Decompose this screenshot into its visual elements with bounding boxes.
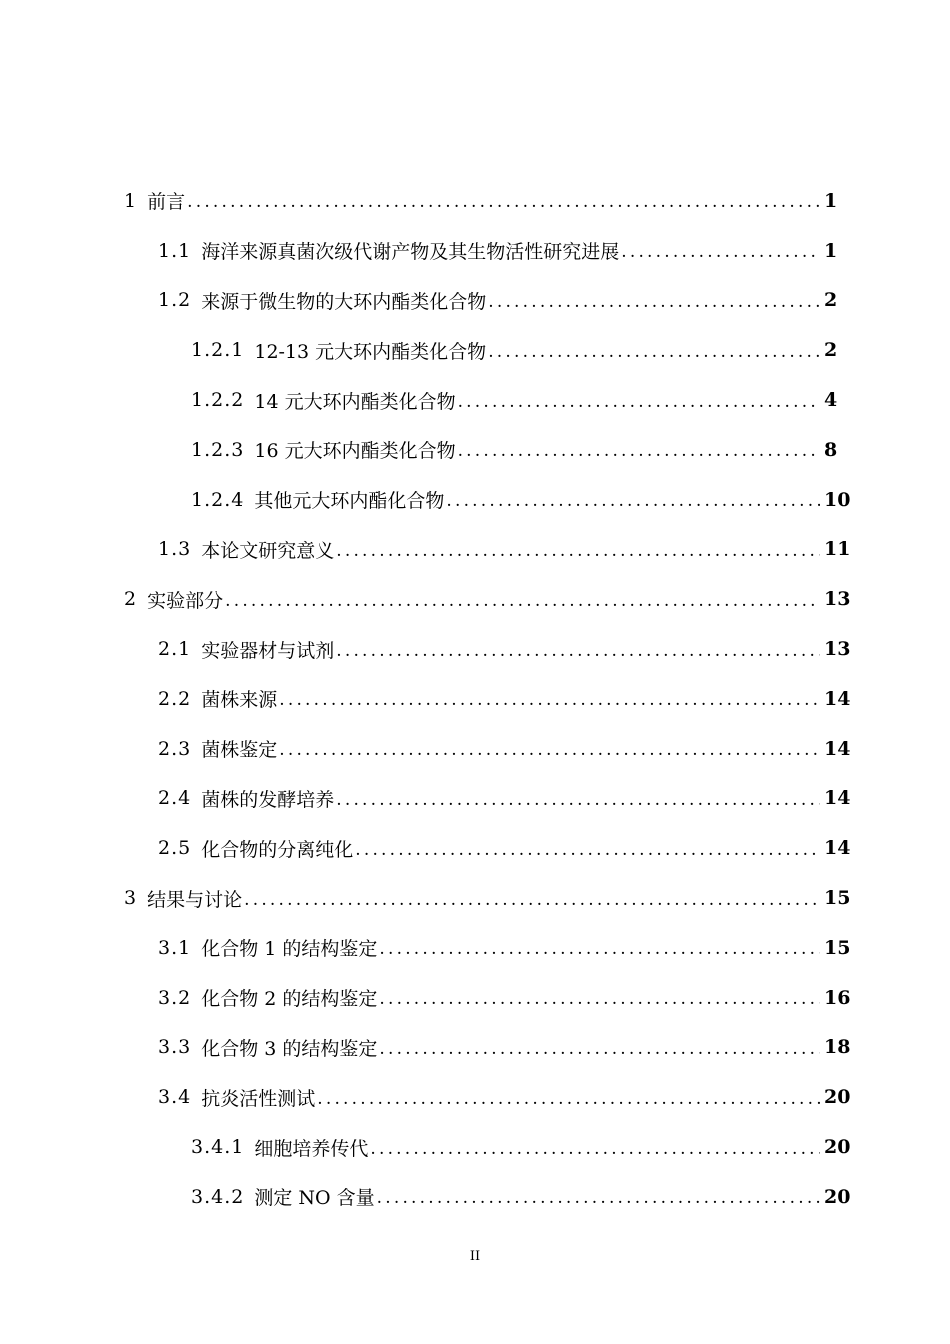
toc-entry[interactable] — [0, 1172, 950, 1222]
toc-entry[interactable] — [0, 923, 950, 973]
toc-entry-number: 1.2.1 — [191, 339, 245, 362]
toc-entry[interactable] — [0, 724, 950, 774]
toc-entry-title: 化合物 2 的结构鉴定 — [201, 988, 378, 1011]
toc-entry-number: 1 — [124, 189, 138, 212]
toc-entry-number: 2.5 — [158, 837, 192, 860]
toc-entry[interactable] — [0, 873, 950, 923]
toc-leader-dots — [279, 692, 820, 709]
toc-leader-dots — [379, 1041, 820, 1058]
toc-entry-number: 3.4.2 — [191, 1185, 245, 1208]
toc-entry-title: 实验部分 — [147, 589, 224, 612]
toc-leader-dots — [336, 543, 820, 560]
toc-entry[interactable] — [0, 325, 950, 375]
toc-entry-page: 14 — [824, 687, 851, 710]
toc-entry-page: 8 — [824, 438, 838, 461]
toc-entry-page: 13 — [824, 588, 851, 611]
toc-leader-dots — [225, 593, 820, 610]
toc-entry-number: 2.4 — [158, 787, 192, 810]
toc-entry-page: 2 — [824, 289, 838, 312]
toc-entry-title: 16 元大环内酯类化合物 — [254, 440, 456, 463]
toc-entry-page: 20 — [824, 1136, 851, 1159]
toc-entry[interactable] — [0, 375, 950, 425]
toc-entry-page: 15 — [824, 936, 851, 959]
toc-entry-number: 1.2.2 — [191, 389, 245, 412]
toc-leader-dots — [621, 244, 820, 261]
toc-entry-title: 14 元大环内酯类化合物 — [254, 390, 456, 413]
toc-leader-dots — [379, 941, 820, 958]
toc-entry-number: 1.2 — [158, 289, 192, 312]
toc-leader-dots — [377, 1190, 820, 1207]
toc-leader-dots — [244, 892, 820, 909]
toc-entry-number: 1.1 — [158, 239, 192, 262]
toc-entry-title: 12-13 元大环内酯类化合物 — [254, 340, 487, 363]
toc-entry-title: 前言 — [147, 191, 186, 214]
page-number-footer: II — [469, 1249, 481, 1264]
toc-entry-title: 菌株的发酵培养 — [201, 788, 335, 811]
toc-entry-page: 14 — [824, 787, 851, 810]
table-of-contents — [0, 176, 950, 1222]
toc-entry-number: 3.1 — [158, 936, 192, 959]
toc-entry-title: 化合物 3 的结构鉴定 — [201, 1037, 378, 1060]
toc-entry-page: 4 — [824, 389, 838, 412]
toc-entry-number: 2.2 — [158, 687, 192, 710]
toc-entry[interactable] — [0, 823, 950, 873]
toc-leader-dots — [488, 344, 820, 361]
toc-entry-title: 海洋来源真菌次级代谢产物及其生物活性研究进展 — [201, 241, 620, 264]
toc-entry-title: 结果与讨论 — [147, 888, 243, 911]
toc-leader-dots — [317, 1091, 820, 1108]
toc-leader-dots — [458, 443, 820, 460]
toc-entry-page: 14 — [824, 837, 851, 860]
toc-leader-dots — [355, 842, 820, 859]
toc-entry[interactable] — [0, 624, 950, 674]
toc-entry-title: 细胞培养传代 — [254, 1137, 369, 1160]
toc-entry[interactable] — [0, 525, 950, 575]
toc-entry[interactable] — [0, 425, 950, 475]
toc-entry-title: 菌株来源 — [201, 689, 278, 712]
toc-entry[interactable] — [0, 574, 950, 624]
toc-entry-page: 15 — [824, 887, 851, 910]
toc-entry-number: 2.3 — [158, 737, 192, 760]
toc-entry-number: 2 — [124, 588, 138, 611]
toc-leader-dots — [458, 394, 820, 411]
toc-entry-number: 3.4.1 — [191, 1136, 245, 1159]
toc-entry-number: 3.4 — [158, 1086, 192, 1109]
toc-entry-number: 2.1 — [158, 638, 192, 661]
toc-entry[interactable] — [0, 1072, 950, 1122]
toc-entry-number: 3.2 — [158, 986, 192, 1009]
toc-entry-number: 3 — [124, 887, 138, 910]
toc-entry-page: 20 — [824, 1086, 851, 1109]
toc-leader-dots — [336, 792, 820, 809]
toc-leader-dots — [187, 194, 820, 211]
toc-entry-title: 实验器材与试剂 — [201, 639, 335, 662]
toc-entry-title: 本论文研究意义 — [201, 539, 335, 562]
toc-entry[interactable] — [0, 1122, 950, 1172]
toc-entry[interactable] — [0, 276, 950, 326]
toc-leader-dots — [488, 294, 820, 311]
toc-leader-dots — [370, 1141, 820, 1158]
toc-entry-page: 2 — [824, 339, 838, 362]
toc-entry-title: 来源于微生物的大环内酯类化合物 — [201, 290, 487, 313]
toc-entry-number: 1.2.4 — [191, 488, 245, 511]
toc-entry-page: 18 — [824, 1036, 851, 1059]
toc-entry-title: 其他元大环内酯化合物 — [254, 490, 445, 513]
toc-entry-number: 1.2.3 — [191, 438, 245, 461]
toc-entry[interactable] — [0, 226, 950, 276]
toc-entry-title: 化合物 1 的结构鉴定 — [201, 938, 378, 961]
toc-entry-page: 13 — [824, 638, 851, 661]
toc-entry-page: 1 — [824, 239, 838, 262]
toc-entry-number: 3.3 — [158, 1036, 192, 1059]
toc-leader-dots — [379, 991, 820, 1008]
toc-entry-page: 1 — [824, 189, 838, 212]
toc-entry-number: 1.3 — [158, 538, 192, 561]
toc-entry-page: 10 — [824, 488, 851, 511]
toc-leader-dots — [446, 493, 820, 510]
toc-leader-dots — [336, 643, 820, 660]
toc-entry[interactable] — [0, 176, 950, 226]
toc-entry-page: 16 — [824, 986, 851, 1009]
toc-entry[interactable] — [0, 973, 950, 1023]
toc-entry[interactable] — [0, 1023, 950, 1073]
toc-entry[interactable] — [0, 475, 950, 525]
toc-entry-page: 11 — [824, 538, 851, 561]
toc-entry-title: 测定 NO 含量 — [254, 1187, 375, 1210]
toc-entry-page: 20 — [824, 1185, 851, 1208]
toc-leader-dots — [279, 742, 820, 759]
toc-entry-title: 化合物的分离纯化 — [201, 838, 354, 861]
toc-entry[interactable] — [0, 674, 950, 724]
toc-entry-title: 抗炎活性测试 — [201, 1087, 316, 1110]
toc-entry[interactable] — [0, 774, 950, 824]
toc-entry-title: 菌株鉴定 — [201, 739, 278, 762]
toc-entry-page: 14 — [824, 737, 851, 760]
